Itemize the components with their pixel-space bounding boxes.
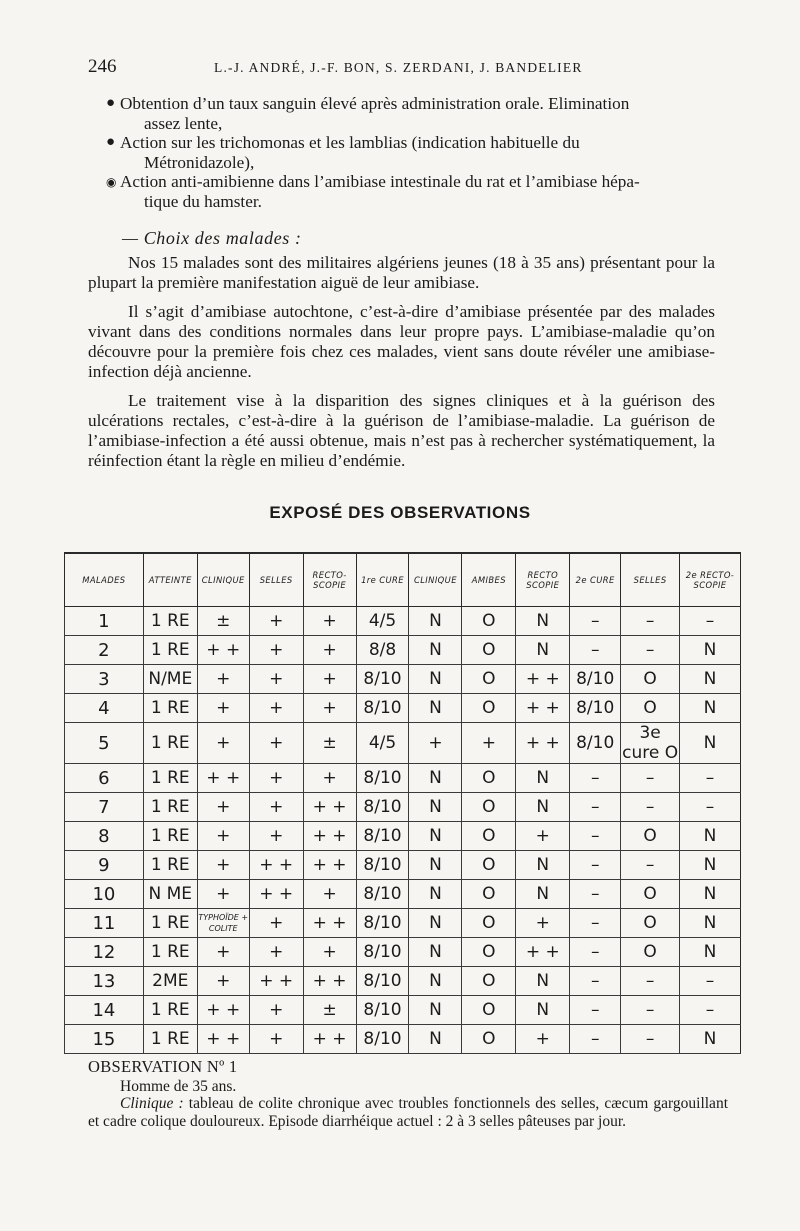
- table-cell: 8/10: [570, 694, 621, 723]
- table-cell: +: [197, 967, 249, 996]
- table-cell: 1 RE: [143, 851, 197, 880]
- table-row: [65, 967, 741, 996]
- table-cell: +: [197, 938, 249, 967]
- table-cell: –: [621, 996, 680, 1025]
- table-cell: + +: [303, 967, 356, 996]
- running-authors: L.-J. ANDRÉ, J.-F. BON, S. ZERDANI, J. BANDELIER: [214, 60, 583, 75]
- column-header: 2e RECTO-SCOPIE: [680, 553, 741, 607]
- table-row: [65, 665, 741, 694]
- table-cell: + +: [516, 938, 570, 967]
- table-body: [65, 607, 741, 1054]
- table-cell: +: [249, 723, 303, 764]
- table-cell: + +: [303, 793, 356, 822]
- table-cell: 1 RE: [143, 764, 197, 793]
- table-cell: ±: [303, 996, 356, 1025]
- table-cell: +: [303, 694, 356, 723]
- table-cell: 7: [65, 793, 144, 822]
- table-cell: 1 RE: [143, 793, 197, 822]
- table-cell: + +: [197, 636, 249, 665]
- table-cell: +: [249, 764, 303, 793]
- observations-table: [64, 552, 741, 1054]
- table-cell: 14: [65, 996, 144, 1025]
- table-cell: –: [570, 996, 621, 1025]
- table-cell: O: [462, 851, 516, 880]
- table-cell: N: [409, 938, 462, 967]
- table-cell: +: [197, 694, 249, 723]
- table-cell: 4/5: [356, 607, 409, 636]
- table-cell: N: [409, 665, 462, 694]
- table-cell: ±: [303, 723, 356, 764]
- table-cell: 1 RE: [143, 996, 197, 1025]
- table-cell: O: [462, 822, 516, 851]
- table-row: [65, 996, 741, 1025]
- section-title: EXPOSÉ DES OBSERVATIONS: [269, 503, 531, 522]
- table-cell: TYPHOÏDE + COLITE: [197, 909, 249, 938]
- bullet-icon: ●: [106, 134, 116, 151]
- column-header: 2e CURE: [570, 553, 621, 607]
- column-header: RECTO-SCOPIE: [303, 553, 356, 607]
- table-cell: N: [409, 996, 462, 1025]
- table-row: [65, 851, 741, 880]
- table-cell: 10: [65, 880, 144, 909]
- list-item: ● Action sur les trichomonas et les lamblias (indication habituelle du Métronidazole),: [106, 133, 580, 172]
- table-row: [65, 607, 741, 636]
- table-cell: N: [680, 938, 741, 967]
- table-cell: N: [409, 694, 462, 723]
- table-cell: +: [516, 822, 570, 851]
- table-cell: 9: [65, 851, 144, 880]
- table-cell: O: [462, 967, 516, 996]
- table-cell: 8/10: [570, 665, 621, 694]
- observation-text: [88, 1095, 728, 1130]
- table-cell: + +: [249, 967, 303, 996]
- table-cell: +: [249, 938, 303, 967]
- clinique-description: tableau de colite chronique avec troubles fonctionnels des selles, cæcum gargouillant et cadre colique douloureux. Episode diarrhéique actuel : 2 à 3 selles pâteuses par jour.: [88, 1095, 728, 1130]
- table-cell: +: [303, 665, 356, 694]
- table-cell: 1 RE: [143, 694, 197, 723]
- table-cell: N: [680, 822, 741, 851]
- table-cell: + +: [197, 1025, 249, 1054]
- table-cell: +: [197, 880, 249, 909]
- table-cell: N: [680, 909, 741, 938]
- table-cell: +: [249, 665, 303, 694]
- table-cell: N: [516, 607, 570, 636]
- table-cell: 8/10: [356, 1025, 409, 1054]
- table-cell: 2ME: [143, 967, 197, 996]
- table-cell: 8/10: [356, 909, 409, 938]
- table-cell: N ME: [143, 880, 197, 909]
- paragraph: Le traitement vise à la disparition des signes cliniques et à la guérison des ulcérations rectales, c’est-à-dire à la guérison de l’amibiase-maladie. La guérison de l’amibiase-infection a été aussi obtenue, mais n’est pas à rechercher systématiquement, la réinfection étant la règle en milieu d’endémie.: [88, 391, 715, 470]
- bullet-icon: ●: [106, 95, 116, 111]
- table-cell: 12: [65, 938, 144, 967]
- table-cell: –: [570, 967, 621, 996]
- table-cell: +: [197, 822, 249, 851]
- table-cell: 3: [65, 665, 144, 694]
- table-cell: 1 RE: [143, 1025, 197, 1054]
- table-cell: +: [249, 694, 303, 723]
- table-cell: N: [409, 793, 462, 822]
- table-cell: N: [680, 723, 741, 764]
- column-header: SELLES: [621, 553, 680, 607]
- table-cell: +: [249, 822, 303, 851]
- bullet-icon: ◉: [106, 175, 117, 190]
- table-cell: –: [680, 996, 741, 1025]
- table-cell: + +: [303, 909, 356, 938]
- list-item: ◉ Action anti-amibienne dans l’amibiase intestinale du rat et l’amibiase hépa- tique du hamster.: [106, 172, 640, 211]
- subsection-title: — Choix des malades :: [122, 228, 302, 248]
- table-cell: 13: [65, 967, 144, 996]
- table-cell: –: [680, 793, 741, 822]
- table-cell: N: [680, 694, 741, 723]
- observation-subject: Homme de 35 ans.: [120, 1078, 237, 1095]
- table-cell: N: [680, 1025, 741, 1054]
- table-cell: –: [570, 880, 621, 909]
- table-cell: –: [570, 909, 621, 938]
- table-cell: 8/10: [356, 694, 409, 723]
- column-header: ATTEINTE: [143, 553, 197, 607]
- table-cell: +: [249, 996, 303, 1025]
- table-cell: +: [197, 723, 249, 764]
- column-header: CLINIQUE: [409, 553, 462, 607]
- table-cell: N: [516, 880, 570, 909]
- table-cell: 1 RE: [143, 938, 197, 967]
- table-cell: +: [249, 636, 303, 665]
- table-cell: 4/5: [356, 723, 409, 764]
- body-text: [88, 253, 715, 480]
- table-row: [65, 636, 741, 665]
- table-cell: +: [249, 1025, 303, 1054]
- table-cell: N: [516, 851, 570, 880]
- table-cell: + +: [303, 1025, 356, 1054]
- table-cell: 11: [65, 909, 144, 938]
- column-header: RECTO SCOPIE: [516, 553, 570, 607]
- table-cell: + +: [303, 851, 356, 880]
- table-cell: O: [462, 909, 516, 938]
- column-header: SELLES: [249, 553, 303, 607]
- table-cell: –: [570, 822, 621, 851]
- table-cell: +: [197, 665, 249, 694]
- table-cell: O: [462, 1025, 516, 1054]
- table-cell: N: [516, 793, 570, 822]
- table-cell: 2: [65, 636, 144, 665]
- column-header: MALADES: [65, 553, 144, 607]
- table-cell: 1 RE: [143, 822, 197, 851]
- list-item: ● Obtention d’un taux sanguin élevé après administration orale. Elimination assez lente,: [106, 94, 630, 133]
- table-row: [65, 764, 741, 793]
- table-cell: +: [462, 723, 516, 764]
- table-cell: + +: [303, 822, 356, 851]
- table-row: [65, 723, 741, 764]
- table-cell: N: [680, 636, 741, 665]
- table-cell: –: [621, 607, 680, 636]
- table-cell: + +: [249, 851, 303, 880]
- table-cell: –: [570, 938, 621, 967]
- table-cell: N: [409, 880, 462, 909]
- table-cell: +: [303, 938, 356, 967]
- table-cell: –: [680, 764, 741, 793]
- table-cell: –: [570, 607, 621, 636]
- column-header: 1re CURE: [356, 553, 409, 607]
- table-cell: –: [570, 636, 621, 665]
- table-cell: –: [621, 793, 680, 822]
- observation-heading: OBSERVATION Nº 1: [88, 1057, 238, 1076]
- table-cell: O: [621, 880, 680, 909]
- table-cell: –: [621, 636, 680, 665]
- table-cell: 8/10: [356, 851, 409, 880]
- table-cell: 8/10: [356, 967, 409, 996]
- table-header-row: [65, 553, 741, 607]
- table-cell: N: [409, 764, 462, 793]
- table-row: [65, 822, 741, 851]
- table-cell: + +: [197, 764, 249, 793]
- table-cell: 1 RE: [143, 636, 197, 665]
- table-cell: –: [621, 967, 680, 996]
- table-cell: 4: [65, 694, 144, 723]
- table-row: [65, 1025, 741, 1054]
- table-cell: –: [570, 793, 621, 822]
- table-cell: 8/10: [356, 938, 409, 967]
- running-header: [88, 56, 728, 78]
- table-cell: N: [680, 665, 741, 694]
- table-cell: + +: [516, 665, 570, 694]
- table-cell: N: [680, 851, 741, 880]
- table-cell: O: [621, 938, 680, 967]
- table-cell: O: [462, 880, 516, 909]
- table-cell: +: [516, 909, 570, 938]
- table-cell: O: [621, 665, 680, 694]
- table-cell: N: [409, 1025, 462, 1054]
- table-row: [65, 793, 741, 822]
- column-header: CLINIQUE: [197, 553, 249, 607]
- table-cell: 1: [65, 607, 144, 636]
- table-cell: 8: [65, 822, 144, 851]
- table-cell: O: [462, 665, 516, 694]
- table-cell: N: [516, 636, 570, 665]
- paragraph: Nos 15 malades sont des militaires algériens jeunes (18 à 35 ans) présentant pour la plupart la première manifestation aiguë de leur amibiase.: [88, 253, 715, 292]
- table-cell: O: [621, 694, 680, 723]
- table-cell: O: [462, 694, 516, 723]
- table-cell: N: [409, 967, 462, 996]
- table-cell: +: [303, 636, 356, 665]
- table-cell: O: [462, 764, 516, 793]
- table-cell: 5: [65, 723, 144, 764]
- table-cell: O: [462, 996, 516, 1025]
- table-row: [65, 694, 741, 723]
- table-cell: O: [462, 636, 516, 665]
- table-cell: +: [197, 793, 249, 822]
- paragraph: Il s’agit d’amibiase autochtone, c’est-à-dire d’amibiase présentée par des malades vivant dans des conditions normales dans leur propre pays. L’amibiase-maladie qu’on découvre pour la première fois chez ces malades, vient sans doute révéler une amibiase-infection déjà ancienne.: [88, 302, 715, 381]
- table-cell: +: [249, 607, 303, 636]
- table-cell: 8/8: [356, 636, 409, 665]
- table-cell: –: [621, 851, 680, 880]
- table-cell: + +: [197, 996, 249, 1025]
- column-header: AMIBES: [462, 553, 516, 607]
- table-cell: 8/10: [356, 793, 409, 822]
- table-cell: +: [249, 793, 303, 822]
- table-cell: N: [409, 822, 462, 851]
- table-cell: –: [570, 851, 621, 880]
- table-cell: +: [303, 607, 356, 636]
- table-cell: N/ME: [143, 665, 197, 694]
- table-cell: –: [621, 1025, 680, 1054]
- table-cell: –: [680, 967, 741, 996]
- table-cell: 1 RE: [143, 909, 197, 938]
- table-cell: 1 RE: [143, 723, 197, 764]
- table-row: [65, 938, 741, 967]
- table-cell: +: [409, 723, 462, 764]
- table-cell: 15: [65, 1025, 144, 1054]
- table-cell: 3e cure O: [622, 723, 679, 763]
- table-row: [65, 909, 741, 938]
- table-cell: O: [621, 822, 680, 851]
- table-cell: + +: [516, 723, 570, 764]
- clinique-label: Clinique :: [120, 1095, 184, 1112]
- table-cell: 8/10: [570, 723, 621, 764]
- table-row: [65, 880, 741, 909]
- table-cell: N: [516, 996, 570, 1025]
- table-cell: + +: [516, 694, 570, 723]
- table-cell: N: [409, 636, 462, 665]
- property-list: [106, 94, 718, 212]
- table-cell: –: [570, 764, 621, 793]
- table-cell: 8/10: [356, 665, 409, 694]
- table-cell: N: [516, 764, 570, 793]
- table-cell: –: [680, 607, 741, 636]
- table-cell: + +: [249, 880, 303, 909]
- table-cell: N: [409, 851, 462, 880]
- table-cell: ±: [197, 607, 249, 636]
- table-cell: O: [462, 793, 516, 822]
- table-cell: 8/10: [356, 880, 409, 909]
- table-cell: N: [516, 967, 570, 996]
- table-cell: 6: [65, 764, 144, 793]
- table-cell: O: [462, 607, 516, 636]
- table-cell: O: [462, 938, 516, 967]
- table-cell: N: [680, 880, 741, 909]
- table-cell: O: [621, 909, 680, 938]
- table-cell: –: [570, 1025, 621, 1054]
- table-cell: N: [409, 909, 462, 938]
- table-cell: +: [249, 909, 303, 938]
- page-number: 246: [88, 56, 117, 77]
- table-cell: 8/10: [356, 822, 409, 851]
- table-cell: N: [409, 607, 462, 636]
- table-cell: +: [197, 851, 249, 880]
- table-cell: 1 RE: [143, 607, 197, 636]
- table-cell: –: [621, 764, 680, 793]
- table-cell: +: [516, 1025, 570, 1054]
- table-cell: +: [303, 880, 356, 909]
- table-cell: 8/10: [356, 764, 409, 793]
- table-cell: +: [303, 764, 356, 793]
- table-cell: 8/10: [356, 996, 409, 1025]
